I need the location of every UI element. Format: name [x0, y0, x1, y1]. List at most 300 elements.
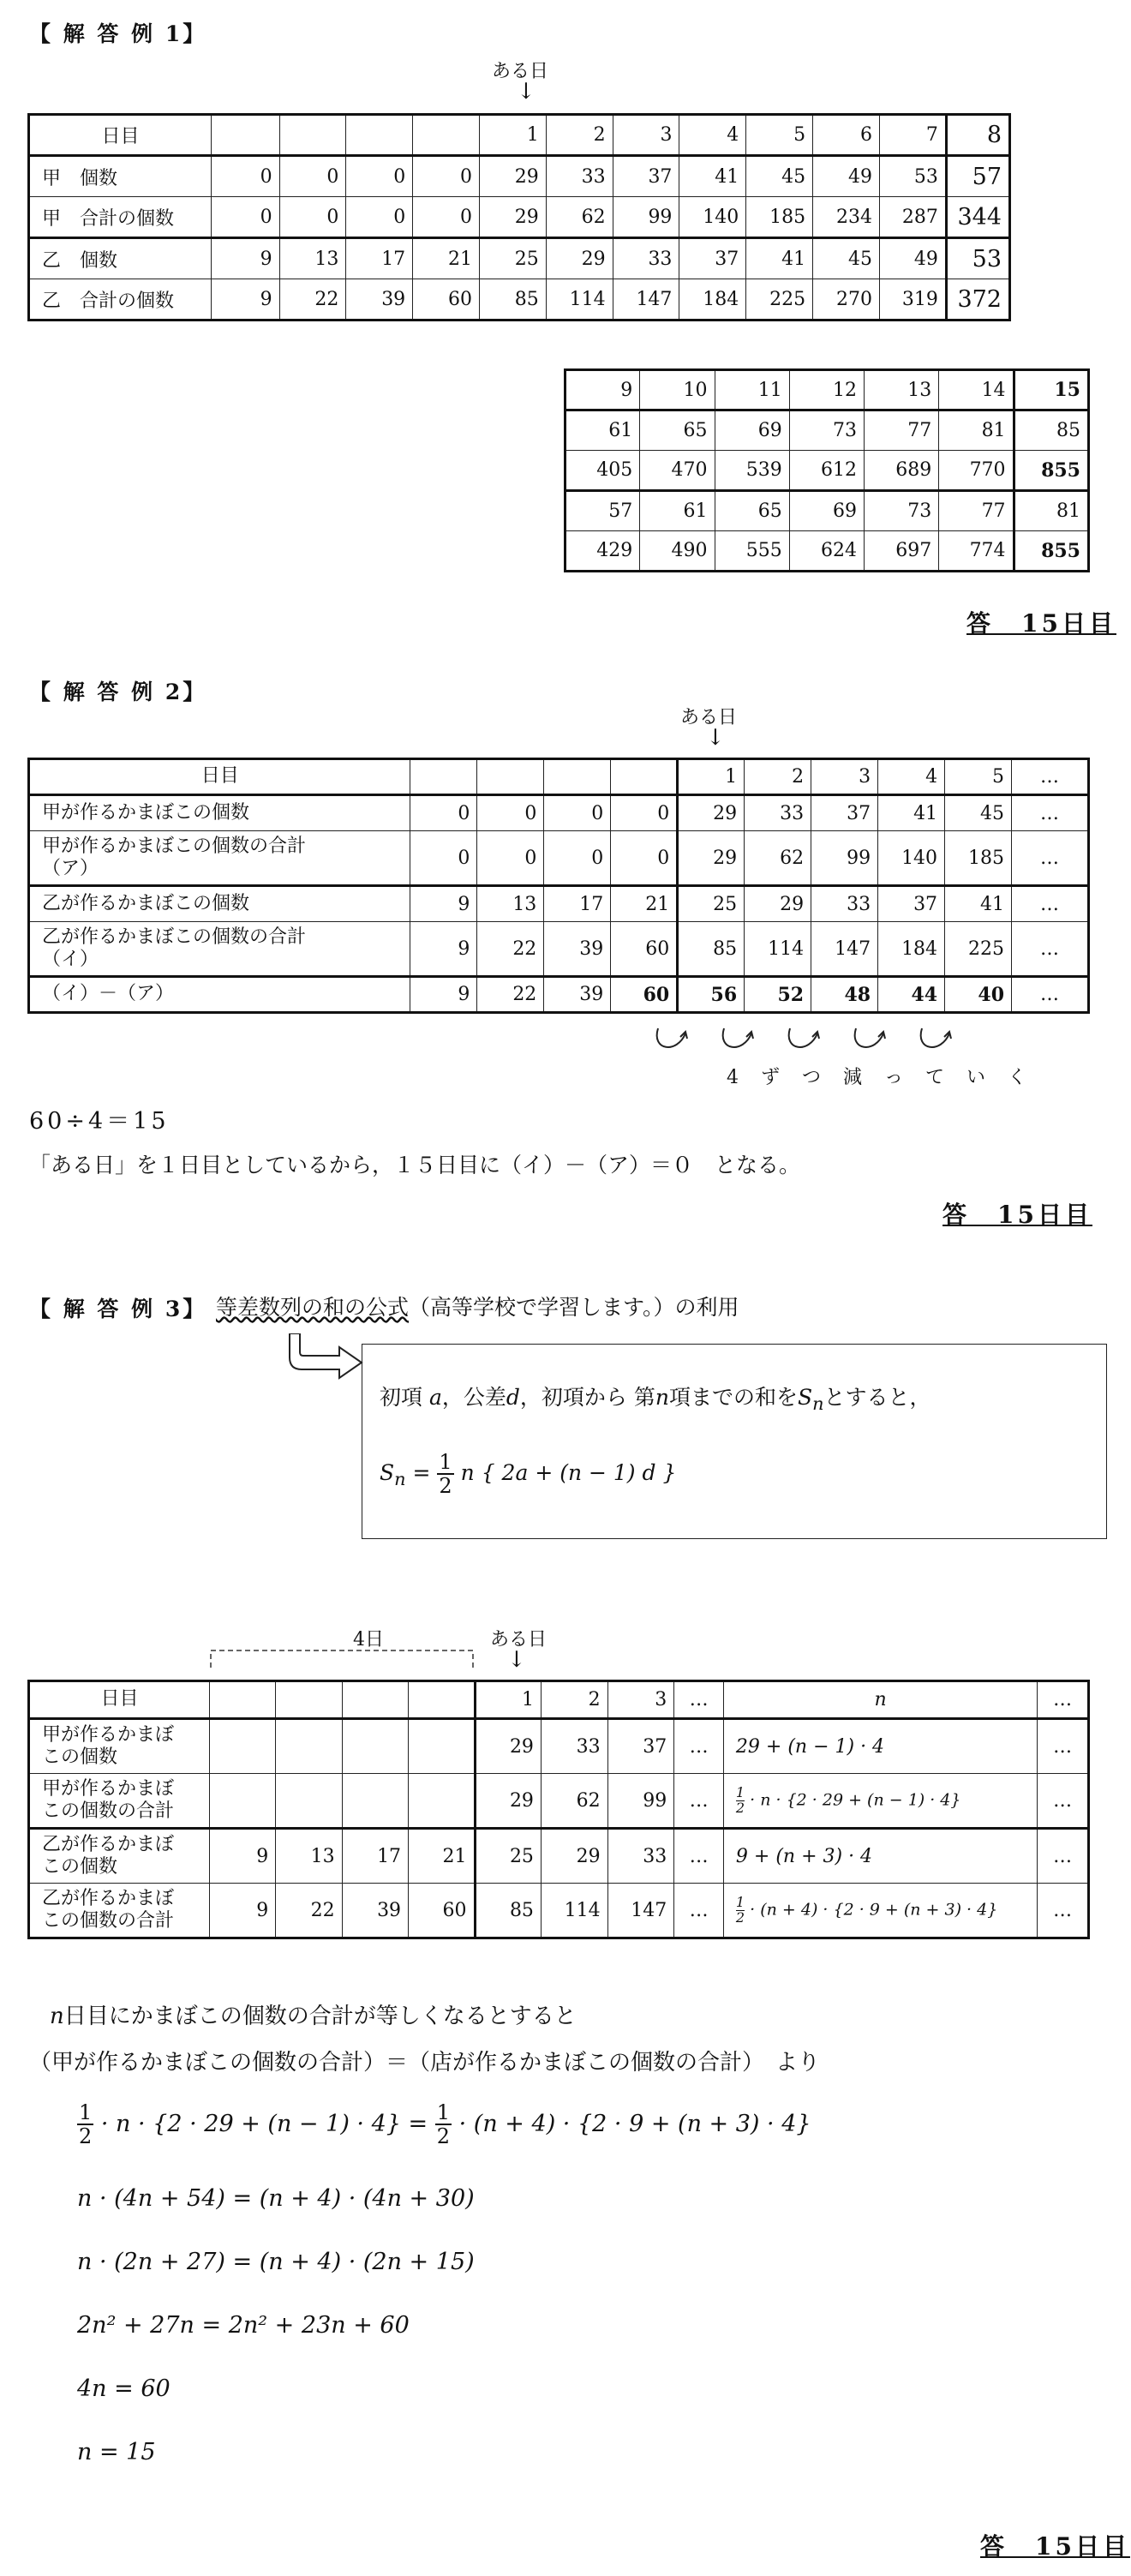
table-cell: 0 [544, 795, 611, 831]
header-label [29, 1681, 210, 1719]
table-cell: 37 [878, 886, 945, 922]
table-cell: 3 [607, 1681, 674, 1719]
table-cell: 0 [611, 795, 678, 831]
equation-5: 4n = 60 [77, 2375, 171, 2402]
table-cell: 855 [1014, 531, 1088, 572]
table-cell: 52 [745, 977, 811, 1013]
row-label-text: この個数 [42, 1856, 118, 1878]
table-cell: 40 [945, 977, 1012, 1013]
table-row [29, 795, 1089, 831]
table-cell: 29 [475, 1719, 541, 1774]
table-cell [276, 1681, 342, 1719]
table-cell: 689 [865, 451, 939, 491]
table-cell: … [1012, 759, 1089, 795]
table-cell: 29 [479, 197, 546, 238]
table-cell: 539 [715, 451, 789, 491]
table-cell: 12 [789, 370, 864, 410]
table-cell: 6 [813, 115, 880, 156]
table-cell: 33 [541, 1719, 607, 1774]
table-cell: 13 [276, 1829, 342, 1884]
table-cell: 0 [410, 795, 477, 831]
table-cell: 41 [878, 795, 945, 831]
table-cell: 0 [212, 156, 280, 197]
var-n: n [655, 1385, 669, 1410]
table-cell: 99 [811, 831, 878, 886]
table-cell: 33 [613, 238, 679, 279]
bracket-4days [209, 1645, 476, 1669]
table-cell: 49 [880, 238, 947, 279]
table-row [566, 531, 1089, 572]
table-cell: 0 [477, 831, 544, 886]
table-cell [210, 1719, 276, 1774]
table-cell: 0 [413, 197, 480, 238]
table-cell: 15 [1014, 370, 1088, 410]
table-cell: 99 [607, 1774, 674, 1829]
table-cell: 4 [878, 759, 945, 795]
table-cell: … [1038, 1774, 1089, 1829]
table-cell: 29 [541, 1829, 607, 1884]
var-s: S [797, 1385, 813, 1410]
calc-line: 60÷4＝15 [29, 1108, 170, 1135]
table-row [566, 410, 1089, 451]
table-row [29, 115, 1010, 156]
table-cell [342, 1681, 408, 1719]
table-cell: … [1038, 1681, 1089, 1719]
table-cell: 114 [745, 922, 811, 977]
table-cell: 225 [945, 922, 1012, 977]
table-cell: $\frac{1}{2}$ · n · {2 · 29 + (n − 1) · 4} [723, 1774, 1037, 1829]
table-cell: 5 [746, 115, 813, 156]
example2-table [27, 758, 1090, 1014]
table-row [29, 197, 1010, 238]
table-cell: 9 + (n + 3) · 4 [723, 1829, 1037, 1884]
table-cell: n [723, 1681, 1037, 1719]
equation-2: n · (4n + 54) = (n + 4) · (4n + 30) [77, 2185, 475, 2212]
equation-1: $\frac{1}{2}$ · n · {2 · 29 + (n − 1) · 4} = $\frac{1}{2}$ · (n + 4) · {2 · 9 + (n + 3) · 4} [79, 2100, 811, 2149]
table-cell: … [1012, 922, 1089, 977]
bent-arrow-icon [283, 1333, 368, 1385]
row-label [29, 795, 410, 831]
table-cell: 8 [946, 115, 1009, 156]
row-label [29, 922, 410, 977]
table-cell: 29 [745, 886, 811, 922]
table-cell: 29 [678, 831, 745, 886]
table-cell [544, 759, 611, 795]
table-cell: 17 [346, 238, 413, 279]
table-cell: 25 [475, 1829, 541, 1884]
formula-title: 等差数列の和の公式 [216, 1295, 410, 1320]
table-row [29, 238, 1010, 279]
box-text: 初項 [380, 1385, 423, 1410]
table-cell: 39 [342, 1884, 408, 1938]
row-label: 乙 合計の個数 [29, 279, 212, 321]
table-cell [409, 1774, 475, 1829]
table-cell: 13 [477, 886, 544, 922]
table-cell: 185 [746, 197, 813, 238]
table-cell: 11 [715, 370, 789, 410]
table-cell: 270 [813, 279, 880, 321]
box-text: とすると， [823, 1385, 931, 1410]
table-cell: 77 [939, 491, 1014, 531]
table-cell: … [1012, 977, 1089, 1013]
table-cell: 184 [679, 279, 746, 321]
table-cell: 48 [811, 977, 878, 1013]
table-cell: 45 [746, 156, 813, 197]
sum-formula: $S_n$ = $\frac{1}{2}$ n { 2a + (n − 1) d } [380, 1450, 677, 1499]
table-cell: 56 [678, 977, 745, 1013]
table-cell: 4 [679, 115, 746, 156]
table-cell [212, 115, 280, 156]
table-cell: 57 [946, 156, 1009, 197]
table-cell: 22 [279, 279, 346, 321]
table-cell: 14 [939, 370, 1014, 410]
table-row [29, 1829, 1089, 1884]
row-label: 乙 個数 [29, 238, 212, 279]
table-cell: 0 [413, 156, 480, 197]
formula-note: （高等学校で学習します。）の利用 [409, 1295, 739, 1320]
box-text: ，初項から 第 [519, 1385, 655, 1410]
row-label [29, 886, 410, 922]
table-cell: 21 [413, 238, 480, 279]
table-cell: 73 [789, 410, 864, 451]
row-label: 甲 合計の個数 [29, 197, 212, 238]
table-cell: 17 [342, 1829, 408, 1884]
table-cell: 697 [865, 531, 939, 572]
example3-table [27, 1680, 1090, 1939]
table-cell: 85 [678, 922, 745, 977]
example1-table-continued [564, 368, 1090, 572]
table-cell: 62 [745, 831, 811, 886]
table-cell [409, 1681, 475, 1719]
table-cell: 10 [640, 370, 715, 410]
table-cell: 470 [640, 451, 715, 491]
table-cell [342, 1719, 408, 1774]
table-cell: 9 [566, 370, 640, 410]
table-cell: 85 [475, 1884, 541, 1938]
table-cell: … [1012, 886, 1089, 922]
table-cell [477, 759, 544, 795]
table-cell: 99 [613, 197, 679, 238]
table-cell: 60 [409, 1884, 475, 1938]
table-cell: 225 [746, 279, 813, 321]
table-row [566, 370, 1089, 410]
table-row [29, 922, 1089, 977]
table-cell: 405 [566, 451, 640, 491]
table-cell: 49 [813, 156, 880, 197]
table-cell: 855 [1014, 451, 1088, 491]
table-cell [210, 1681, 276, 1719]
table-cell: 3 [811, 759, 878, 795]
table-cell: … [1038, 1884, 1089, 1938]
table-cell: 2 [546, 115, 613, 156]
table-cell: 37 [811, 795, 878, 831]
table-cell [413, 115, 480, 156]
table-cell: 0 [544, 831, 611, 886]
formula-box [362, 1344, 1107, 1539]
table-cell: 114 [546, 279, 613, 321]
table-cell: 33 [745, 795, 811, 831]
table-row [29, 1774, 1089, 1829]
row-label-text: （イ） [42, 949, 99, 970]
table-cell: … [1012, 831, 1089, 886]
table-cell: 185 [945, 831, 1012, 886]
table-cell: 624 [789, 531, 864, 572]
explain-line: 「ある日」を１日目としているから，１５日目に（イ）－（ア）＝０ となる。 [29, 1153, 801, 1177]
table-cell: 372 [946, 279, 1009, 321]
table-cell: 29 [546, 238, 613, 279]
table-cell: 13 [279, 238, 346, 279]
table-cell: 41 [679, 156, 746, 197]
table-cell: 0 [611, 831, 678, 886]
example3-answer: 答 15日目 [980, 2532, 1130, 2561]
example1-answer: 答 15日目 [966, 609, 1116, 638]
table-row [29, 279, 1010, 321]
table-cell: 37 [679, 238, 746, 279]
table-cell: 287 [880, 197, 947, 238]
table-row [29, 759, 1089, 795]
table-row [29, 1884, 1089, 1938]
table-cell: 1 [678, 759, 745, 795]
table-cell: 17 [544, 886, 611, 922]
table-cell: 77 [865, 410, 939, 451]
table-cell: 85 [1014, 410, 1088, 451]
table-cell: 234 [813, 197, 880, 238]
table-cell: 39 [544, 977, 611, 1013]
header-label: 日目 [29, 115, 212, 156]
condition-line1: 日目にかまぼこの個数の合計が等しくなるとすると [63, 2004, 577, 2029]
table-cell: $\frac{1}{2}$ · (n + 4) · {2 · 9 + (n + 3) · 4} [723, 1884, 1037, 1938]
table-cell [409, 1719, 475, 1774]
table-cell: 41 [945, 886, 1012, 922]
table-cell: 13 [865, 370, 939, 410]
row-label-text: 甲が作るかまぼ [42, 1723, 175, 1746]
arrow-down-icon: ↓ [507, 1647, 526, 1673]
row-label [29, 1884, 210, 1938]
table-cell: 69 [789, 491, 864, 531]
table-cell [276, 1719, 342, 1774]
aruhi-label: ある日 [490, 1629, 548, 1650]
table-cell: 39 [346, 279, 413, 321]
table-cell: 22 [276, 1884, 342, 1938]
table-cell: 0 [212, 197, 280, 238]
equation-3: n · (2n + 27) = (n + 4) · (2n + 15) [77, 2249, 475, 2275]
curved-arrows-icon [634, 1025, 1045, 1064]
arrow-down-icon: ↓ [706, 725, 725, 751]
table-cell: 3 [613, 115, 679, 156]
row-label-text: （ア） [42, 858, 99, 879]
var-a: a [428, 1385, 442, 1410]
table-cell: 2 [541, 1681, 607, 1719]
table-cell: 0 [279, 156, 346, 197]
table-cell: 41 [746, 238, 813, 279]
example3-heading: 【 解 答 例 3】 [29, 1297, 207, 1321]
row-label-text: 甲が作るかまぼ [42, 1777, 175, 1800]
table-cell: 140 [679, 197, 746, 238]
table-cell: … [674, 1829, 724, 1884]
table-cell: 490 [640, 531, 715, 572]
table-cell: 114 [541, 1884, 607, 1938]
table-cell: 60 [611, 922, 678, 977]
table-cell: 53 [946, 238, 1009, 279]
equation-4: 2n² + 27n = 2n² + 23n + 60 [77, 2312, 410, 2339]
table-cell: 612 [789, 451, 864, 491]
example2-answer: 答 15日目 [942, 1201, 1092, 1229]
equation-6: n = 15 [77, 2439, 156, 2465]
var-d: d [506, 1385, 520, 1410]
table-cell: 65 [715, 491, 789, 531]
row-label-text: 乙が作るかまぼこの個数 [42, 892, 250, 914]
table-cell: 7 [880, 115, 947, 156]
table-cell: 429 [566, 531, 640, 572]
table-cell: 0 [279, 197, 346, 238]
table-row [29, 831, 1089, 886]
row-label [29, 1719, 210, 1774]
table-cell: 184 [878, 922, 945, 977]
table-cell: 21 [409, 1829, 475, 1884]
table-row [566, 451, 1089, 491]
example2-heading: 【 解 答 例 2】 [29, 680, 207, 704]
table-cell: 22 [477, 922, 544, 977]
table-cell: 9 [212, 279, 280, 321]
table-cell: 62 [541, 1774, 607, 1829]
row-label-text: この個数 [42, 1746, 118, 1768]
table-cell [210, 1774, 276, 1829]
table-cell: 344 [946, 197, 1009, 238]
table-cell: 9 [410, 977, 477, 1013]
table-cell: 29 [678, 795, 745, 831]
table-cell: 61 [566, 410, 640, 451]
table-row [29, 1681, 1089, 1719]
var-n: n [50, 2004, 64, 2029]
table-cell: … [674, 1884, 724, 1938]
table-cell: 0 [410, 831, 477, 886]
row-label-text: この個数の合計 [42, 1800, 175, 1822]
row-label-text: 日目 [100, 1688, 139, 1710]
table-cell: 57 [566, 491, 640, 531]
table-cell: 9 [212, 238, 280, 279]
table-cell: 33 [607, 1829, 674, 1884]
row-label-text: 乙が作るかまぼ [42, 1833, 175, 1855]
table-cell: 29 [479, 156, 546, 197]
condition-line2: （甲が作るかまぼこの個数の合計）＝（店が作るかまぼこの個数の合計） より [29, 2050, 821, 2076]
table-cell: 770 [939, 451, 1014, 491]
table-cell: 44 [878, 977, 945, 1013]
example1-table [27, 113, 1011, 321]
table-cell: 9 [210, 1829, 276, 1884]
table-cell: 45 [813, 238, 880, 279]
table-cell: 147 [607, 1884, 674, 1938]
table-cell: … [674, 1719, 724, 1774]
fraction-half: $\frac{1}{2}$ [735, 1893, 745, 1926]
table-cell: 37 [613, 156, 679, 197]
header-label [29, 759, 410, 795]
arrow-down-icon: ↓ [517, 79, 536, 105]
table-cell: 2 [745, 759, 811, 795]
table-cell: 9 [410, 886, 477, 922]
table-cell [346, 115, 413, 156]
table-cell: … [674, 1774, 724, 1829]
table-cell [342, 1774, 408, 1829]
table-cell: 9 [410, 922, 477, 977]
table-cell [410, 759, 477, 795]
table-cell: 29 [475, 1774, 541, 1829]
table-cell: … [1038, 1829, 1089, 1884]
table-cell: 39 [544, 922, 611, 977]
table-cell: 61 [640, 491, 715, 531]
table-cell: 81 [939, 410, 1014, 451]
table-cell: 9 [210, 1884, 276, 1938]
four-days-label: 4日 [353, 1629, 384, 1650]
table-row [29, 886, 1089, 922]
table-cell: 33 [546, 156, 613, 197]
table-cell: 147 [613, 279, 679, 321]
table-cell: 1 [479, 115, 546, 156]
table-cell: 140 [878, 831, 945, 886]
row-label: 甲 個数 [29, 156, 212, 197]
row-label-text: 甲が作るかまぼこの個数の合計 [42, 835, 307, 857]
table-cell: 25 [678, 886, 745, 922]
table-cell [276, 1774, 342, 1829]
table-cell: 1 [475, 1681, 541, 1719]
table-cell: 81 [1014, 491, 1088, 531]
fraction-half: $\frac{1}{2}$ [735, 1783, 745, 1816]
table-cell: … [1012, 795, 1089, 831]
table-cell: 0 [477, 795, 544, 831]
table-cell: 774 [939, 531, 1014, 572]
table-cell: 22 [477, 977, 544, 1013]
table-cell: 25 [479, 238, 546, 279]
example1-heading: 【 解 答 例 1】 [29, 21, 207, 46]
table-cell: 319 [880, 279, 947, 321]
row-label-text: 日目 [200, 765, 239, 788]
aruhi-label: ある日 [680, 707, 738, 728]
table-cell: 85 [479, 279, 546, 321]
table-cell: 65 [640, 410, 715, 451]
table-cell: 5 [945, 759, 1012, 795]
aruhi-label: ある日 [492, 61, 549, 82]
row-label-text: 乙が作るかまぼ [42, 1887, 175, 1909]
table-row [29, 977, 1089, 1013]
row-label [29, 1774, 210, 1829]
row-label-text: （イ）－（ア） [42, 983, 175, 1005]
table-cell: 21 [611, 886, 678, 922]
table-cell: 555 [715, 531, 789, 572]
table-cell: 45 [945, 795, 1012, 831]
table-cell: 69 [715, 410, 789, 451]
row-label [29, 977, 410, 1013]
table-cell: 147 [811, 922, 878, 977]
table-cell: … [674, 1681, 724, 1719]
table-cell: … [1038, 1719, 1089, 1774]
table-row [29, 156, 1010, 197]
table-cell: 73 [865, 491, 939, 531]
table-cell: 33 [811, 886, 878, 922]
table-row [29, 1719, 1089, 1774]
table-cell: 0 [346, 156, 413, 197]
box-text: ，公差 [441, 1385, 506, 1410]
table-cell: 29 + (n − 1) · 4 [723, 1719, 1037, 1774]
row-label [29, 1829, 210, 1884]
table-cell [279, 115, 346, 156]
row-label-text: 乙が作るかまぼこの個数の合計 [42, 926, 307, 948]
row-label-text: 甲が作るかまぼこの個数 [42, 801, 250, 824]
row-label [29, 831, 410, 886]
table-row [566, 491, 1089, 531]
table-cell [611, 759, 678, 795]
box-text: 項までの和を [668, 1385, 798, 1410]
var-sub-n: n [812, 1393, 824, 1414]
table-cell: 62 [546, 197, 613, 238]
